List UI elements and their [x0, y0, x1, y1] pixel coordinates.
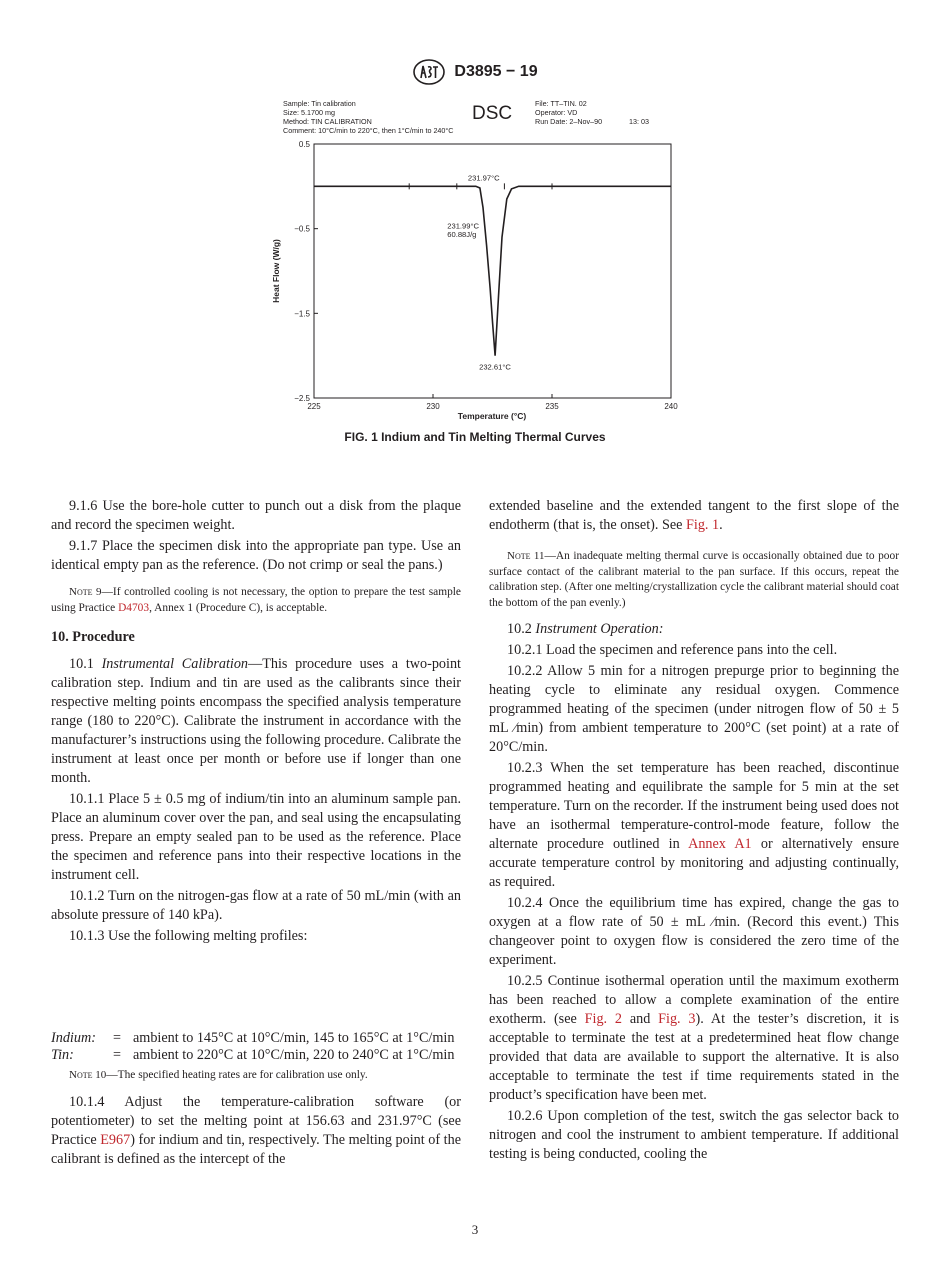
para-10-2-2: 10.2.2 Allow 5 min for a nitrogen prepurge prior to beginning the heating cycle to eliminate any residual oxygen. Commence programmed heating of the specimen (under nitrogen flow of 50 ± 5 mL ⁄min) from ambient temperature to 200°C (set point) at a rate of 20°C/min.: [489, 663, 899, 755]
note-10: Note 10—The specified heating rates are for calibration use only.: [69, 1069, 368, 1081]
tin-label: Tin:: [51, 1047, 74, 1063]
y-tick-label: −1.5: [294, 309, 310, 319]
x-tick-label: 230: [426, 402, 440, 411]
curve-annotation: 232.61°C: [479, 362, 511, 372]
spacer: [51, 948, 461, 1030]
meta-sample: Sample: Tin calibration: [283, 99, 356, 108]
para-10-2-3: 10.2.3 When the set temperature has been reached, discontinue programmed heating and equilibrate the sample for 5 min at the set temperature. Turn on the recorder. If the instrument being used does not have an isothermal temperature-control-mode feature, follow the alternate procedure outlined in Annex A1 or alternatively ensure accurate temperature control by monitoring and adjusting continually, as required.: [489, 760, 899, 890]
y-tick-label: 0.5: [298, 140, 310, 149]
figure-caption: FIG. 1 Indium and Tin Melting Thermal Curves: [344, 430, 606, 444]
curve-annotation: 231.97°C: [467, 173, 500, 183]
para-9-1-7: 9.1.7 Place the specimen disk into the appropriate pan type. Use an identical empty pan as the reference. (Do not crimp or seal the pans.): [51, 538, 461, 573]
link-fig-3[interactable]: Fig. 3: [658, 1011, 696, 1027]
meta-file: File: TT–TIN. 02: [535, 99, 587, 108]
heat-flow-curve: [314, 186, 671, 355]
x-tick-label: 235: [545, 402, 559, 411]
para-9-1-6: 9.1.6 Use the bore-hole cutter to punch out a disk from the plaque and record the specimen weight.: [51, 498, 461, 533]
y-tick-label: −0.5: [294, 224, 310, 234]
curve-annotations: [447, 173, 511, 371]
para-10-2-1: 10.2.1 Load the specimen and reference pans into the cell.: [507, 642, 838, 658]
para-10-1-2: 10.1.2 Turn on the nitrogen-gas flow at a rate of 50 mL/min (with an absolute pressure of 140 kPa).: [51, 888, 461, 923]
note-9-label: Note 9: [69, 586, 102, 598]
note-11: Note 11—An inadequate melting thermal curve is occasionally obtained due to poor surface contact of the calibrant material to the pan surface. If this occurs, repeat the calibration step. (After one melting/crystallization cycle the calibrant material should coat the bottom of the pan evenly.): [489, 550, 899, 609]
astm-logo-icon: [412, 58, 446, 86]
dsc-figure: [268, 96, 688, 426]
figure-meta-left: [283, 99, 454, 135]
curve-annotation: 231.99°C: [447, 221, 480, 231]
document-id: D3895 − 19: [454, 63, 538, 80]
figure-meta-right: [535, 99, 649, 126]
meta-run-date: Run Date: 2–Nov–90: [535, 117, 603, 126]
para-10-2: 10.2 Instrument Operation:: [507, 621, 664, 637]
para-10-2-4: 10.2.4 Once the equilibrium time has expired, change the gas to oxygen at a flow rate of 50 ± mL ⁄min. (Record this event.) This changeover point to oxygen flow is considered the zero time of the experiment.: [489, 895, 899, 968]
meta-method: Method: TIN CALIBRATION: [283, 117, 372, 126]
indium-profile: Indium: = ambient to 145°C at 10°C/min, 145 to 165°C at 1°C/min: [51, 1030, 461, 1047]
para-cont: extended baseline and the extended tangent to the first slope of the endotherm (that is, the onset). See Fig. 1.: [489, 498, 899, 533]
link-e967[interactable]: E967: [100, 1131, 131, 1148]
para-10-2-6: 10.2.6 Upon completion of the test, switch the gas selector back to nitrogen and cool the instrument to ambient temperature. If additional testing is being conducted, cooling the: [489, 1108, 899, 1162]
link-annex-a1[interactable]: Annex A1: [688, 836, 752, 852]
meta-size: Size: 5.1700 mg: [283, 108, 335, 117]
dsc-label: DSC: [472, 103, 513, 124]
section-10-title: 10. Procedure: [51, 629, 135, 645]
link-d4703[interactable]: D4703: [118, 601, 150, 614]
meta-comment: Comment: 10°C/min to 220°C, then 1°C/min to 240°C: [283, 126, 454, 135]
y-tick-label: −2.5: [294, 394, 310, 403]
tin-profile: Tin: = ambient to 220°C at 10°C/min, 220 to 240°C at 1°C/min: [51, 1047, 461, 1064]
y-axis-label: Heat Flow (W/g): [271, 239, 281, 303]
para-10-1-3: 10.1.3 Use the following melting profiles:: [69, 928, 308, 944]
tin-value: ambient to 220°C at 10°C/min, 220 to 240°C at 1°C/min: [133, 1047, 455, 1063]
link-fig-1[interactable]: Fig. 1: [686, 517, 720, 533]
x-tick-label: 240: [664, 402, 678, 411]
x-axis-label: Temperature (°C): [457, 411, 527, 421]
right-column: [489, 497, 899, 1166]
para-10-1-1: 10.1.1 Place 5 ± 0.5 mg of indium/tin into an aluminum sample pan. Place an aluminum cover over the pan, and seal using the encapsulating press. Prepare an empty sealed pan to be used as the reference. Place the specimen and reference pans into their respective locations in the instrument cell.: [51, 791, 461, 883]
meta-operator: Operator: VD: [535, 108, 578, 117]
indium-value: ambient to 145°C at 10°C/min, 145 to 165°C at 1°C/min: [133, 1030, 455, 1046]
para-10-2-5: 10.2.5 Continue isothermal operation until the maximum exotherm has been reached to allow a complete examination of the entire exotherm. (see Fig. 2 and Fig. 3). At the tester’s discretion, it is acceptable to terminate the test at a predetermined heat flow change provided that data are available to support the alternative. It is also acceptable to terminate the test if time requirements stated in the product’s specification have been met.: [489, 973, 899, 1103]
page-header: [0, 58, 950, 86]
meta-run-time: 13: 03: [629, 117, 649, 126]
link-fig-2[interactable]: Fig. 2: [584, 1011, 622, 1027]
x-tick-label: 225: [307, 402, 321, 411]
indium-label: Indium:: [51, 1030, 96, 1046]
note-9: Note 9—If controlled cooling is not necessary, the option to prepare the test sample using Practice D4703, Annex 1 (Procedure C), is acceptable.: [51, 586, 461, 614]
curve-annotation: 60.88J/g: [447, 230, 477, 240]
page-number: 3: [471, 1222, 479, 1237]
para-10-1: 10.1 Instrumental Calibration—This procedure uses a two-point calibration step. Indium and tin are used as the calibrants since their respective melting points encompass the specified analysis temperature range (180 to 220°C). Calibrate the instrument in accordance with the manufacturer’s instructions using the following procedure. Calibrate the instrument at least once per month or before use if longer than one month.: [51, 656, 461, 786]
para-10-1-4: 10.1.4 Adjust the temperature-calibration software (or potentiometer) to set the melting point at 156.63 and 231.97°C (see Practice E967) for indium and tin, respectively. The melting point of the calibrant is defined as the intercept of the: [51, 1093, 462, 1167]
left-column: [51, 497, 461, 1171]
